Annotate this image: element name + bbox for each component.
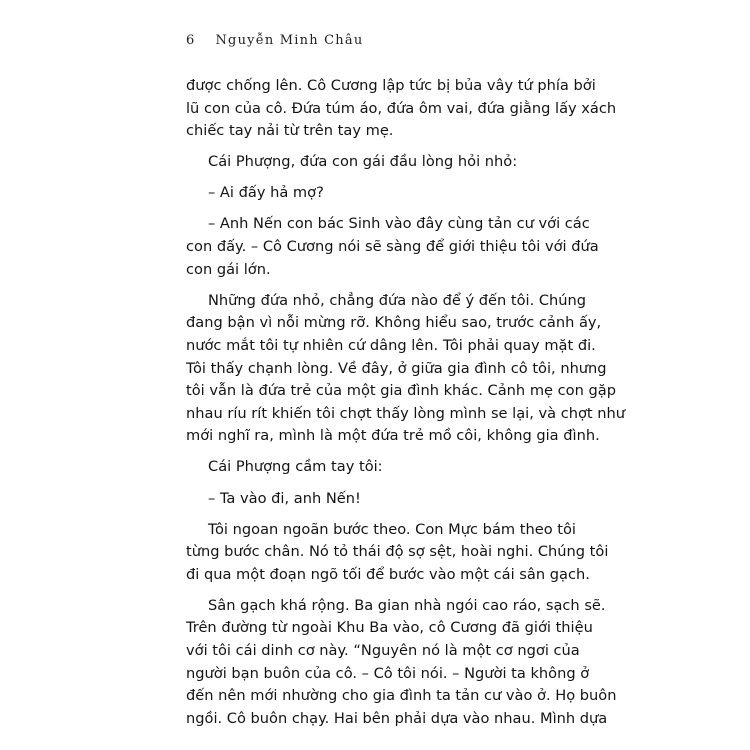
paragraph bbox=[186, 519, 609, 587]
text-line: người bạn buôn của cô. – Cô tôi nói. – Người ta không ở bbox=[186, 664, 590, 682]
text-line: Tôi thấy chạnh lòng. Về đây, ở giữa gia đình cô tôi, nhưng bbox=[186, 359, 607, 377]
text-line: ngồi. Cô buôn chạy. Hai bên phải dựa vào nhau. Mình dựa bbox=[186, 709, 608, 727]
paragraph bbox=[186, 213, 599, 281]
text-line: – Ai đấy hả mợ? bbox=[208, 184, 324, 202]
text-line: Cái Phượng cầm tay tôi: bbox=[208, 458, 383, 476]
text-line: tôi vẫn là đứa trẻ của một gia đình khác. Cảnh mẹ con gặp bbox=[186, 382, 616, 400]
text-line: chiếc tay nải từ trên tay mẹ. bbox=[186, 122, 394, 140]
text-line: đến nên mới nhường cho gia đình ta tản cư vào ở. Họ buôn bbox=[186, 687, 617, 705]
page-number: 6 bbox=[186, 33, 196, 48]
text-line: con gái lớn. bbox=[186, 260, 271, 278]
text-line: con đấy. – Cô Cương nói sẽ sàng để giới thiệu tôi với đứa bbox=[186, 238, 599, 256]
paragraph bbox=[186, 456, 571, 479]
text-line: từng bước chân. Nó tỏ thái độ sợ sệt, hoài nghi. Chúng tôi bbox=[186, 543, 609, 561]
author-name: Nguyễn Minh Châu bbox=[215, 33, 364, 48]
text-line: lũ con của cô. Đứa túm áo, đứa ôm vai, đứa giằng lấy xách bbox=[186, 99, 617, 117]
text-line: được chống lên. Cô Cương lập tức bị bủa vây tứ phía bởi bbox=[186, 77, 596, 94]
paragraph bbox=[186, 75, 617, 143]
text-line: – Ta vào đi, anh Nến! bbox=[208, 489, 361, 507]
paragraph bbox=[186, 182, 571, 205]
text-body bbox=[186, 75, 626, 739]
text-line: đang bận vì nỗi mừng rỡ. Không hiểu sao, trước cảnh ấy, bbox=[186, 314, 602, 332]
text-line: đi qua một đoạn ngõ tối để bước vào một cái sân gạch. bbox=[186, 565, 590, 583]
paragraph bbox=[186, 151, 571, 174]
paragraph bbox=[186, 290, 626, 448]
text-line: Tôi ngoan ngoãn bước theo. Con Mực bám theo tôi bbox=[208, 520, 576, 538]
text-line: với tôi cái dinh cơ này. “Nguyên nó là một cơ ngơi của bbox=[186, 642, 580, 660]
text-line: mới nghĩ ra, mình là một đứa trẻ mồ côi, không gia đình. bbox=[186, 427, 600, 445]
text-line: nhau ríu rít khiến tôi chợt thấy lòng mình se lại, và chợt như bbox=[186, 404, 626, 422]
text-line: nước mắt tôi tự nhiên cứ dâng lên. Tôi phải quay mặt đi. bbox=[186, 336, 596, 354]
text-line: Sân gạch khá rộng. Ba gian nhà ngói cao ráo, sạch sẽ. bbox=[208, 596, 606, 614]
paragraph bbox=[186, 595, 617, 731]
text-line: Những đứa nhỏ, chẳng đứa nào để ý đến tôi. Chúng bbox=[208, 291, 587, 309]
text-line: – Anh Nến con bác Sinh vào đây cùng tản cư với các bbox=[208, 215, 590, 233]
paragraph bbox=[186, 488, 571, 511]
text-line: Cái Phượng, đứa con gái đầu lòng hỏi nhỏ: bbox=[208, 153, 518, 171]
text-line: Trên đường từ ngoài Khu Ba vào, cô Cương đã giới thiệu bbox=[186, 619, 593, 637]
running-header bbox=[186, 33, 363, 48]
